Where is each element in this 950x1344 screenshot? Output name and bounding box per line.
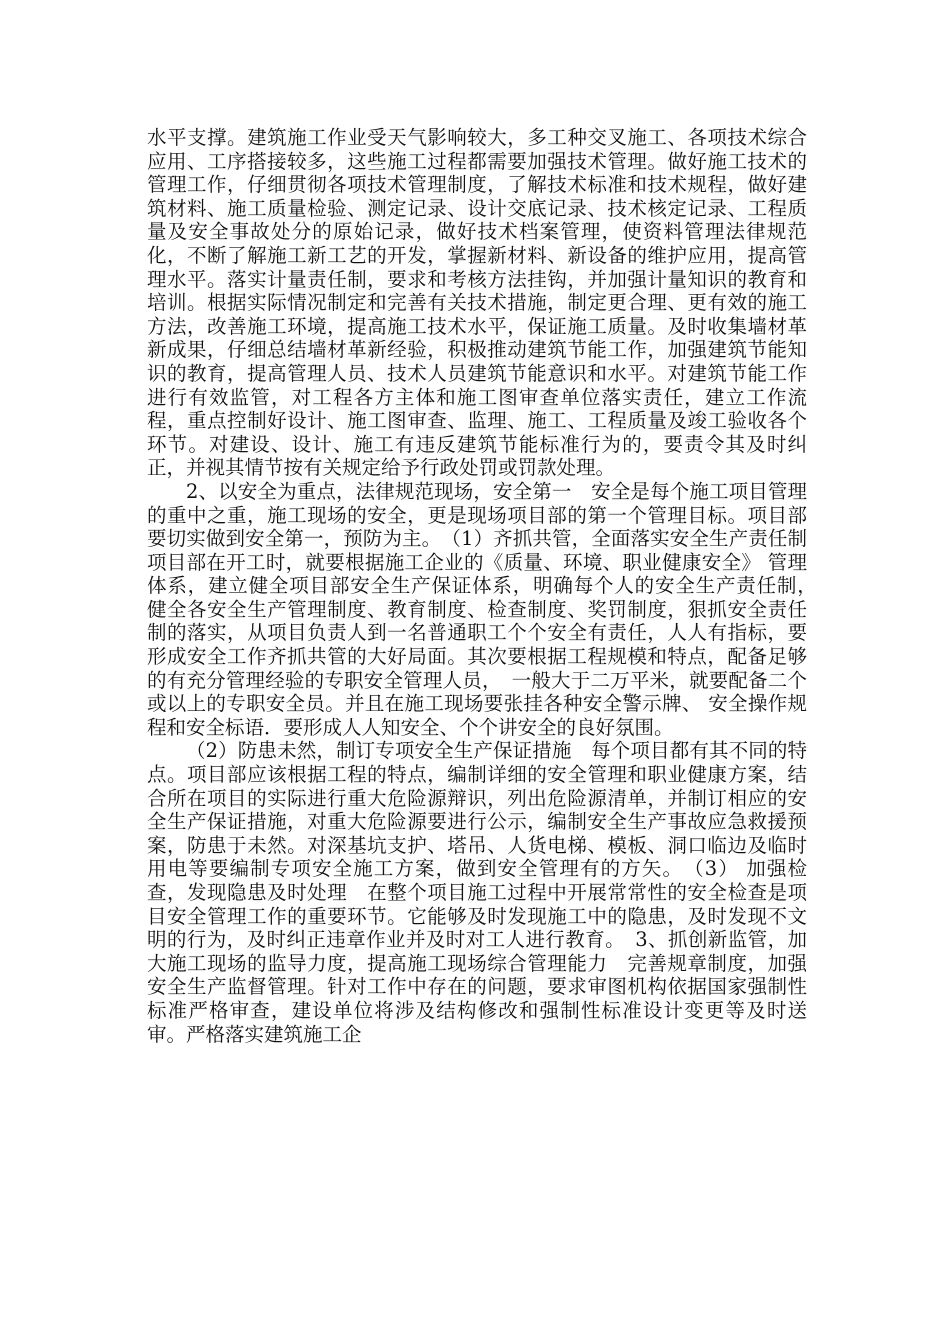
paragraph-hazard-prevention: （2）防患未然，制订专项安全生产保证措施 每个项目都有其不同的特点。项目部应该根据工程的特点，编制详细的安全管理和职业健康方案，结合所在项目的实际进行重大危险源辩识，列出危险源清单，并制订相应的安全生产保证措施，对重大危险源要进行公示，编制安全生产事故应急救援预案，防患于未然。对深基坑支护、塔吊、人货电梯、模板、洞口临边及临时用电等要编制专项安全施工方案，做到安全管理有的方矢。 （3） 加强检查，发现隐患及时处理 在整个项目施工过程中开展常常性的安全检查是项目安全管理工作的重要环节。它能够及时发现施工中的隐患，及时发现不文明的行为，及时纠正违章作业并及时对工人进行教育。 3、抓创新监管，加大施工现场的监导力度，提高施工现场综合管理能力 完善规章制度，加强安全生产监督管理。针对工作中存在的问题，要求审图机构依据国家强制性标准严格审查，建设单位将涉及结构修改和强制性标准设计变更等及时送审。严格落实建筑施工企 — [147, 739, 807, 1046]
paragraph-technical-management: 水平支撑。建筑施工作业受天气影响较大，多工种交叉施工、各项技术综合应用、工序搭接较多，这些施工过程都需要加强技术管理。做好施工技术的管理工作，仔细贯彻各项技术管理制度，了解技术标准和技术规程，做好建筑材料、施工质量检验、测定记录、设计交底记录、技术核定记录、工程质量及安全事故处分的原始记录，做好技术档案管理，使资料管理法律规范化，不断了解施工新工艺的开发，掌握新材料、新设备的维护应用，提高管理水平。落实计量责任制，要求和考核方法挂钩，并加强计量知识的教育和培训。根据实际情况制定和完善有关技术措施，制定更合理、更有效的施工方法，改善施工环境，提高施工技术水平，保证施工质量。及时收集墙材革新成果，仔细总结墙材革新经验，积极推动建筑节能工作，加强建筑节能知识的教育，提高管理人员、技术人员建筑节能意识和水平。对建筑节能工作进行有效监管，对工程各方主体和施工图审查单位落实责任，建立工作流程，重点控制好设计、施工图审查、监理、施工、工程质量及竣工验收各个环节。对建设、设计、施工有违反建筑节能标准行为的，要责令其及时纠正，并视其情节按有关规定给予行政处罚或罚款处理。 — [147, 126, 807, 480]
document-body — [147, 126, 827, 1046]
paragraph-safety-first: 2、以安全为重点，法律规范现场，安全第一 安全是每个施工项目管理的重中之重，施工现场的安全，更是现场项目部的第一个管理目标。项目部要切实做到安全第一，预防为主。 （1）齐抓共管，全面落实安全生产责任制 项目部在开工时，就要根据施工企业的《质量、环境、职业健康安全》 管理体系，建立健全项目部安全生产保证体系，明确每个人的安全生产责任制， 健全各安全生产管理制度、教育制度、检查制度、奖罚制度，狠抓安全责任制的落实，从项目负责人到一名普通职工个个安全有责任，人人有指标，要形成安全工作齐抓共管的大好局面。其次要根据工程规模和特点，配备足够的有充分管理经验的专职安全管理人员， 一般大于二万平米，就要配备二个或以上的专职安全员。并且在施工现场要张挂各种安全警示牌、 安全操作规程和安全标语．要形成人人知安全、个个讲安全的良好氛围。 — [147, 479, 827, 739]
